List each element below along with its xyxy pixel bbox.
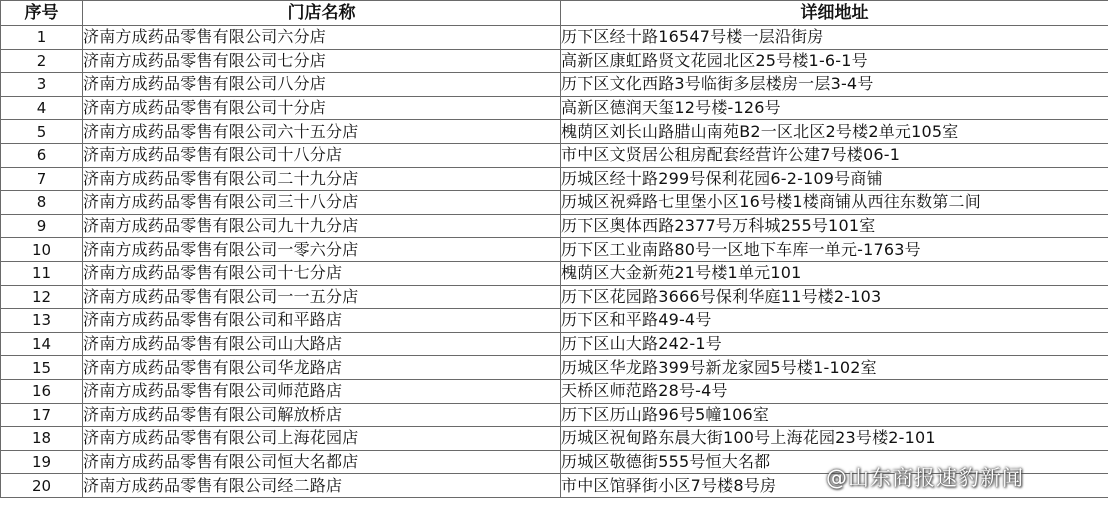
cell-store-name: 济南方成药品零售有限公司上海花园店 bbox=[83, 427, 561, 451]
cell-address: 市中区文贤居公租房配套经营许公建7号楼06-1 bbox=[561, 143, 1108, 167]
table-row bbox=[1, 238, 1108, 262]
cell-serial: 1 bbox=[1, 26, 83, 50]
cell-address: 槐荫区刘长山路腊山南苑B2一区北区2号楼2单元105室 bbox=[561, 120, 1108, 144]
header-store-name: 门店名称 bbox=[83, 1, 561, 26]
cell-address: 历下区文化西路3号临街多层楼房一层3-4号 bbox=[561, 73, 1108, 97]
cell-store-name: 济南方成药品零售有限公司二十九分店 bbox=[83, 167, 561, 191]
table-row bbox=[1, 73, 1108, 97]
cell-serial: 11 bbox=[1, 261, 83, 285]
cell-address: 历城区祝甸路东晨大街100号上海花园23号楼2-101 bbox=[561, 427, 1108, 451]
cell-serial: 17 bbox=[1, 403, 83, 427]
cell-store-name: 济南方成药品零售有限公司师范路店 bbox=[83, 379, 561, 403]
cell-store-name: 济南方成药品零售有限公司恒大名都店 bbox=[83, 450, 561, 474]
table-row bbox=[1, 191, 1108, 215]
table-row bbox=[1, 120, 1108, 144]
table-row bbox=[1, 379, 1108, 403]
cell-store-name: 济南方成药品零售有限公司十八分店 bbox=[83, 143, 561, 167]
cell-serial: 5 bbox=[1, 120, 83, 144]
table-row bbox=[1, 214, 1108, 238]
table-row bbox=[1, 143, 1108, 167]
cell-serial: 15 bbox=[1, 356, 83, 380]
cell-serial: 7 bbox=[1, 167, 83, 191]
cell-address: 历城区敬德街555号恒大名都 bbox=[561, 450, 1108, 474]
cell-serial: 18 bbox=[1, 427, 83, 451]
header-row bbox=[1, 1, 1108, 26]
cell-address: 高新区康虹路贤文花园北区25号楼1-6-1号 bbox=[561, 49, 1108, 73]
cell-address: 历下区花园路3666号保利华庭11号楼2-103 bbox=[561, 285, 1108, 309]
cell-address: 历下区经十路16547号楼一层沿街房 bbox=[561, 26, 1108, 50]
table-row bbox=[1, 356, 1108, 380]
cell-address: 市中区馆驿街小区7号楼8号房 bbox=[561, 474, 1108, 498]
cell-serial: 4 bbox=[1, 96, 83, 120]
cell-store-name: 济南方成药品零售有限公司华龙路店 bbox=[83, 356, 561, 380]
cell-serial: 6 bbox=[1, 143, 83, 167]
table-row bbox=[1, 167, 1108, 191]
cell-serial: 3 bbox=[1, 73, 83, 97]
cell-serial: 13 bbox=[1, 309, 83, 333]
cell-store-name: 济南方成药品零售有限公司十分店 bbox=[83, 96, 561, 120]
cell-store-name: 济南方成药品零售有限公司一零六分店 bbox=[83, 238, 561, 262]
cell-address: 历城区经十路299号保利花园6-2-109号商铺 bbox=[561, 167, 1108, 191]
cell-address: 历城区华龙路399号新龙家园5号楼1-102室 bbox=[561, 356, 1108, 380]
cell-store-name: 济南方成药品零售有限公司解放桥店 bbox=[83, 403, 561, 427]
cell-serial: 10 bbox=[1, 238, 83, 262]
table-row bbox=[1, 96, 1108, 120]
cell-store-name: 济南方成药品零售有限公司三十八分店 bbox=[83, 191, 561, 215]
cell-address: 高新区德润天玺12号楼-126号 bbox=[561, 96, 1108, 120]
table-row bbox=[1, 309, 1108, 333]
cell-store-name: 济南方成药品零售有限公司和平路店 bbox=[83, 309, 561, 333]
table-row bbox=[1, 285, 1108, 309]
cell-serial: 2 bbox=[1, 49, 83, 73]
cell-store-name: 济南方成药品零售有限公司山大路店 bbox=[83, 332, 561, 356]
cell-address: 历下区和平路49-4号 bbox=[561, 309, 1108, 333]
cell-serial: 19 bbox=[1, 450, 83, 474]
cell-address: 历下区山大路242-1号 bbox=[561, 332, 1108, 356]
cell-store-name: 济南方成药品零售有限公司六分店 bbox=[83, 26, 561, 50]
cell-store-name: 济南方成药品零售有限公司八分店 bbox=[83, 73, 561, 97]
cell-serial: 9 bbox=[1, 214, 83, 238]
cell-address: 历下区奥体西路2377号万科城255号101室 bbox=[561, 214, 1108, 238]
cell-serial: 14 bbox=[1, 332, 83, 356]
cell-address: 历下区历山路96号5幢106室 bbox=[561, 403, 1108, 427]
table-row bbox=[1, 261, 1108, 285]
cell-store-name: 济南方成药品零售有限公司一一五分店 bbox=[83, 285, 561, 309]
table-row bbox=[1, 49, 1108, 73]
table-body bbox=[1, 26, 1108, 498]
cell-serial: 12 bbox=[1, 285, 83, 309]
table-row bbox=[1, 26, 1108, 50]
cell-serial: 16 bbox=[1, 379, 83, 403]
table-row bbox=[1, 427, 1108, 451]
cell-store-name: 济南方成药品零售有限公司经二路店 bbox=[83, 474, 561, 498]
cell-serial: 8 bbox=[1, 191, 83, 215]
cell-store-name: 济南方成药品零售有限公司六十五分店 bbox=[83, 120, 561, 144]
header-serial: 序号 bbox=[1, 1, 83, 26]
cell-store-name: 济南方成药品零售有限公司九十九分店 bbox=[83, 214, 561, 238]
header-address: 详细地址 bbox=[561, 1, 1108, 26]
cell-address: 天桥区师范路28号-4号 bbox=[561, 379, 1108, 403]
cell-store-name: 济南方成药品零售有限公司七分店 bbox=[83, 49, 561, 73]
cell-address: 历下区工业南路80号一区地下车库一单元-1763号 bbox=[561, 238, 1108, 262]
watermark-text: @山东商报速豹新闻 bbox=[826, 466, 1024, 490]
watermark bbox=[826, 462, 1024, 492]
table-row bbox=[1, 332, 1108, 356]
cell-store-name: 济南方成药品零售有限公司十七分店 bbox=[83, 261, 561, 285]
cell-address: 槐荫区大金新苑21号楼1单元101 bbox=[561, 261, 1108, 285]
cell-serial: 20 bbox=[1, 474, 83, 498]
cell-address: 历城区祝舜路七里堡小区16号楼1楼商铺从西往东数第二间 bbox=[561, 191, 1108, 215]
table-row bbox=[1, 403, 1108, 427]
